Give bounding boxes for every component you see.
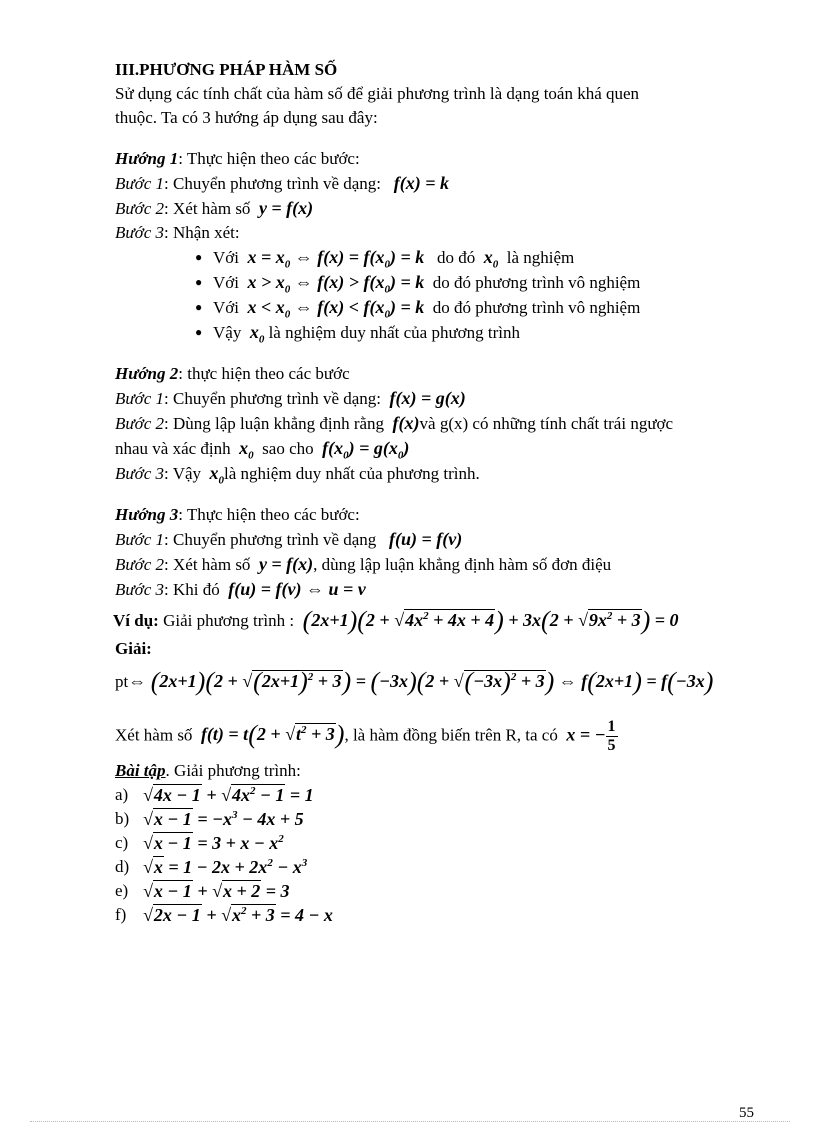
exercise-a: a) $√4x - 1 + √4x^2 - 1 = 1$ (115, 785, 314, 805)
footer-divider (30, 1121, 790, 1122)
intro-line-2: thuộc. Ta có 3 hướng áp dụng sau đây: (115, 108, 378, 127)
page-content (115, 58, 775, 927)
list-item: ● Vậy $x_0$ là nghiệm duy nhất của phương trình (195, 320, 775, 345)
approach-2-step-1: Bước 1: Chuyển phương trình về dạng: f(x) = g(x) (115, 388, 466, 408)
exercises-title: Bài tập. Giải phương trình: (115, 761, 301, 780)
page-number: 55 (739, 1105, 754, 1121)
approach-3-step-1: Bước 1: Chuyển phương trình về dạng f(u) = f(v) (115, 529, 463, 549)
approach-1-step-1: Bước 1: Chuyển phương trình về dạng: f(x) = k (115, 173, 450, 193)
approach-1-step-2: Bước 2: Xét hàm số y = f(x) (115, 198, 314, 218)
approach-3-step-3: Bước 3: Khi đó f(u) = f(v) ⇔ u = v (115, 579, 366, 599)
approach-3-step-2: Bước 2: Xét hàm số y = f(x), dùng lập luận khẳng định hàm số đơn điệu (115, 554, 612, 574)
intro-line-1: Sử dụng các tính chất của hàm số để giải phương trình là dạng toán khá quen (115, 84, 640, 103)
exercise-e: e) √x − 1 + √x + 2 = 3 (115, 881, 290, 901)
approach-2-step-3: Bước 3: Vậy $x_0là$ nghiệm duy nhất của phương trình. (115, 463, 480, 487)
section-heading: III.PHƯƠNG PHÁP HÀM SỐ (115, 60, 338, 79)
approach-1-step-3: Bước 3: Nhận xét: (115, 223, 240, 242)
exercise-d: d) $√x = 1 - 2x + 2x^2 - x^3$ (115, 857, 308, 877)
approach-1-bullets (115, 245, 775, 345)
solution-label: Giải: (115, 639, 152, 658)
fraction: $\frac{1}{5}$ (607, 718, 616, 754)
approach-2-title: Hướng 2: thực hiện theo các bước (115, 364, 350, 383)
exercise-f: f) $√2x - 1 + √x^2 + 3 = 4 - x$ (115, 905, 333, 925)
exercise-c: c) $√x - 1 = 3 + x - x^2$ (115, 833, 284, 853)
approach-1-title: Hướng 1: Thực hiện theo các bước: (115, 149, 360, 168)
list-item: ● Với $x < x_0$ ⇔ $f(x) < f(x_0) = k$ do đó phương trình vô nghiệm (195, 295, 775, 320)
approach-2-step-2: Bước 2: Dùng lập luận khẳng định rằng f(x)và g(x) có những tính chất trái ngược (115, 413, 674, 433)
approach-3-title: Hướng 3: Thực hiện theo các bước: (115, 505, 360, 524)
approach-2-step-2-cont: nhau và xác định $x_0$ sao cho $f(x_0) = g(x_0)$ (115, 438, 410, 462)
list-item: ● Với $x = x_0$ ⇔ $f(x) = f(x_0) = k$ do đó $x_0$ là nghiệm (195, 245, 775, 270)
solution-transform: pt⇔ $(2x+1)(2 + √(2x+1)^2 + 3) = (-3x)(2 + √(-3x)^2 + 3)$ ⇔ f(2x+1) = f(−3x) (115, 667, 714, 696)
example-line: Ví dụ: Giải phương trình : $(2x+1)(2 + √4x^2 + 4x + 4) + 3x(2 + √9x^2 + 3) = 0$ (113, 606, 679, 635)
solution-conclusion: Xét hàm số $f(t) = t(2 + √t^2 + 3)$, là hàm đồng biến trên R, ta có x = − $\frac{1}{5}$ (115, 718, 616, 754)
list-item: ● Với $x > x_0$ ⇔ $f(x) > f(x_0) = k$ do đó phương trình vô nghiệm (195, 270, 775, 295)
exercise-b: b) $√x - 1 = -x^3 - 4x + 5$ (115, 809, 304, 829)
